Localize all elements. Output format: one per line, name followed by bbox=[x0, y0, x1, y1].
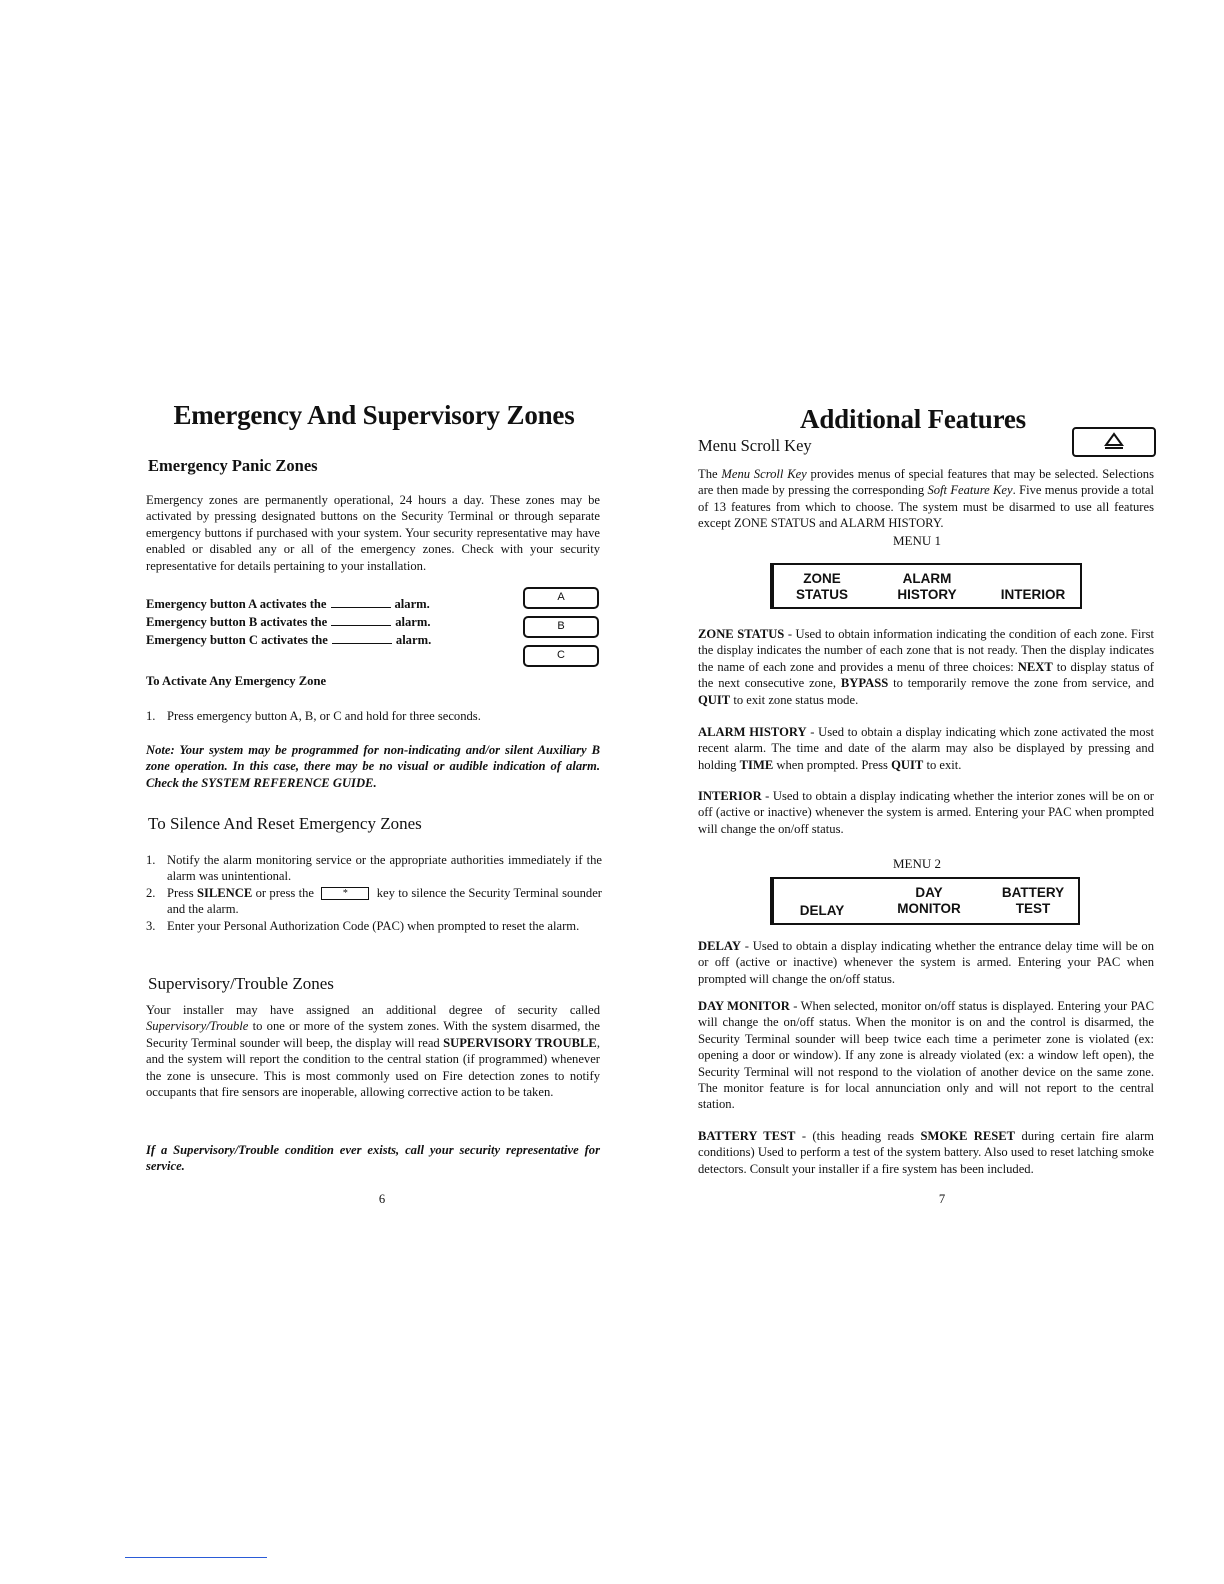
intro-text: provides menus of special features that may be selected. Selections are then made by pressing the corresponding bbox=[698, 467, 1154, 498]
silence-step-1 bbox=[146, 852, 602, 885]
step-text: Enter your Personal Authorization Code (PAC) when prompted to reset the alarm. bbox=[167, 918, 580, 933]
button-c-row bbox=[146, 632, 431, 649]
step-text: Notify the alarm monitoring service or the appropriate authorities immediately if the alarm was unintentional. bbox=[167, 853, 602, 884]
zone-status-paragraph bbox=[698, 626, 1154, 708]
delay-term: DELAY bbox=[698, 939, 741, 953]
trouble-text: , and the system will report the condition to the central station (if programmed) whenever the zone is unsecure. This is most commonly used on Fire detection zones to notify occupants that fire sensors are inoperable, allowing corrective action to be taken. bbox=[146, 1035, 600, 1100]
silence-steps bbox=[146, 852, 602, 934]
trouble-heading: Supervisory/Trouble Zones bbox=[148, 974, 334, 993]
battery-test-paragraph bbox=[698, 1128, 1154, 1177]
button-a-blank bbox=[331, 597, 391, 608]
day-monitor-term: DAY MONITOR bbox=[698, 999, 790, 1013]
button-b-suffix: alarm. bbox=[395, 615, 431, 629]
menu-scroll-heading: Menu Scroll Key bbox=[698, 436, 812, 455]
page-title-right: Additional Features bbox=[800, 404, 1026, 434]
star-key-icon: * bbox=[321, 887, 369, 900]
menu-1-display bbox=[770, 563, 1082, 609]
line-2: MONITOR bbox=[897, 901, 961, 916]
menu-2-label: MENU 2 bbox=[892, 856, 942, 871]
line-2: TEST bbox=[1015, 901, 1051, 916]
quit-term: QUIT bbox=[891, 757, 924, 772]
silence-key-term: SILENCE bbox=[196, 885, 253, 900]
smoke-reset-term: SMOKE RESET bbox=[920, 1129, 1016, 1143]
body-text: to display status of the next consecutive zone, bbox=[698, 659, 1154, 691]
key-c-icon: C bbox=[523, 645, 599, 667]
activate-steps bbox=[146, 708, 602, 724]
body-text: - Used to obtain a display indicating which zone activated the most recent alarm. The time and date of the alarm may also be displayed by pressing and holding bbox=[698, 725, 1154, 772]
step-number: 1. bbox=[146, 709, 156, 723]
bypass-term: BYPASS bbox=[840, 676, 889, 691]
step-number: 2. bbox=[146, 885, 156, 900]
button-a-row bbox=[146, 596, 430, 613]
silence-heading: To Silence And Reset Emergency Zones bbox=[148, 814, 422, 833]
button-a-suffix: alarm. bbox=[394, 597, 430, 611]
step-number: 1. bbox=[146, 853, 156, 867]
interior-term: INTERIOR bbox=[698, 789, 762, 803]
button-b-blank bbox=[331, 615, 391, 626]
trouble-text: to one or more of the system zones. With the system disarmed, the Security Terminal sounder will beep, the display will read bbox=[146, 1019, 600, 1050]
day-monitor-paragraph bbox=[698, 998, 1154, 1113]
menu-scroll-key-icon bbox=[1072, 427, 1156, 457]
delay-paragraph bbox=[698, 938, 1154, 987]
line-1: BATTERY bbox=[1001, 885, 1065, 900]
quit-term: QUIT bbox=[698, 692, 731, 707]
body-text: when prompted. Press bbox=[773, 757, 892, 772]
auxiliary-note: Note: Your system may be programmed for non-indicating and/or silent Auxiliary B zone operation. In this case, there may be no visual or audible indication of alarm. Check the SYSTEM REFERENCE GUIDE. bbox=[146, 743, 600, 790]
battery-test-term: BATTERY TEST bbox=[698, 1129, 796, 1143]
body-text: - Used to obtain information indicating the condition of each zone. First the display indicates the number of each zone that is not ready. Then the display indicates the name of each zone and provides a menu of three choices: bbox=[698, 627, 1155, 674]
trouble-term: Supervisory/Trouble bbox=[146, 1019, 249, 1034]
button-b-row bbox=[146, 614, 431, 631]
step-number: 3. bbox=[146, 918, 156, 933]
menu-1-label: MENU 1 bbox=[892, 533, 942, 548]
button-c-label: Emergency button C activates the bbox=[146, 633, 328, 647]
zone-status-term: ZONE STATUS bbox=[698, 627, 785, 641]
step-text: Press bbox=[167, 885, 197, 900]
page-number-right: 7 bbox=[938, 1192, 946, 1206]
menu-2-battery-test bbox=[990, 885, 1076, 917]
trouble-text: Your installer may have assigned an additional degree of security called bbox=[146, 1003, 600, 1017]
body-text: to temporarily remove the zone from service, and bbox=[888, 676, 1154, 691]
step-text: or press the bbox=[252, 885, 318, 900]
body-text: - When selected, monitor on/off status is displayed. Entering your PAC will change the on/off status. When the monitor is on and the control is disarmed, the Security Terminal sounder will beep twice each time a perimeter zone is violated (ex: opening a door or window). If any zone is already violated (ex: a window left open), the Security Terminal will not respond to the violation of another device on the same zone. The monitor feature is for local annunciation only and will not report to the central station. bbox=[698, 999, 1155, 1112]
next-term: NEXT bbox=[1017, 659, 1053, 674]
silence-step-2 bbox=[146, 885, 602, 918]
menu-2-day-monitor bbox=[884, 885, 974, 917]
supervisory-trouble-display: SUPERVISORY TROUBLE bbox=[443, 1035, 597, 1050]
line-2: STATUS bbox=[796, 587, 848, 602]
key-b-icon: B bbox=[523, 616, 599, 638]
silence-step-3 bbox=[146, 918, 602, 934]
activate-step-1 bbox=[146, 708, 602, 724]
body-text: to exit. bbox=[923, 757, 962, 772]
alarm-history-paragraph bbox=[698, 724, 1154, 773]
button-a-label: Emergency button A activates the bbox=[146, 597, 327, 611]
button-c-suffix: alarm. bbox=[395, 633, 432, 647]
body-text: - (this heading reads bbox=[795, 1129, 921, 1143]
panic-zones-paragraph: Emergency zones are permanently operational, 24 hours a day. These zones may be activated by pressing designated buttons on the Security Terminal or through separate emergency buttons if purchased with your system. Your security representative may have enabled or disabled any or all of the emergency zones. Check with your security representative for details pertaining to your installation. bbox=[146, 493, 600, 573]
panic-zones-heading: Emergency Panic Zones bbox=[148, 456, 318, 475]
menu-1-alarm-history bbox=[882, 571, 972, 603]
scroll-arrow-icon bbox=[1074, 429, 1154, 455]
intro-text: The bbox=[698, 467, 722, 481]
line-1: ALARM bbox=[902, 571, 952, 586]
trouble-paragraph bbox=[146, 1002, 600, 1100]
body-text: - Used to obtain a display indicating whether the entrance delay time will be on or off (active or inactive) whenever the system is armed. Entering your PAC when prompted will change the on/off status. bbox=[698, 939, 1154, 986]
menu-2-delay: DELAY bbox=[799, 903, 845, 918]
menu-1-zone-status bbox=[782, 571, 862, 603]
step-text: Press emergency button A, B, or C and hold for three seconds. bbox=[167, 709, 481, 723]
body-text: to exit zone status mode. bbox=[730, 692, 859, 707]
key-a-icon: A bbox=[523, 587, 599, 609]
intro-text: . Five menus provide a total of 13 features from which to choose. The system must be disarmed to use all features except ZONE STATUS and ALARM HISTORY. bbox=[698, 483, 1154, 531]
body-text: during certain fire alarm conditions) Used to perform a test of the system battery. Also used to reset latching smoke detectors. Consult your installer if a fire system has been included. bbox=[698, 1129, 1154, 1176]
line-1: ZONE bbox=[803, 571, 841, 586]
intro-term: Soft Feature Key bbox=[927, 483, 1013, 498]
alarm-history-term: ALARM HISTORY bbox=[698, 725, 807, 739]
menu-scroll-intro bbox=[698, 466, 1154, 532]
button-c-blank bbox=[332, 633, 392, 644]
activate-heading: To Activate Any Emergency Zone bbox=[146, 674, 327, 688]
line-1: DAY bbox=[915, 885, 943, 900]
page-title-left: Emergency And Supervisory Zones bbox=[173, 400, 575, 430]
menu-2-display bbox=[770, 877, 1080, 925]
trouble-note: If a Supervisory/Trouble condition ever exists, call your security representative for service. bbox=[146, 1143, 600, 1174]
body-text: - Used to obtain a display indicating whether the interior zones will be on or off (active or inactive) whenever the system is armed. Entering your PAC when prompted will change the on/off status. bbox=[698, 789, 1154, 836]
line-2: HISTORY bbox=[897, 587, 957, 602]
interior-paragraph bbox=[698, 788, 1154, 837]
page-number-left: 6 bbox=[378, 1192, 386, 1206]
intro-term: Menu Scroll Key bbox=[721, 467, 807, 481]
time-term: TIME bbox=[739, 757, 774, 772]
button-b-label: Emergency button B activates the bbox=[146, 615, 328, 629]
footer-divider bbox=[125, 1557, 267, 1558]
menu-1-interior: INTERIOR bbox=[1000, 587, 1066, 602]
step-text: key to silence the Security Terminal sounder and the alarm. bbox=[167, 885, 602, 917]
